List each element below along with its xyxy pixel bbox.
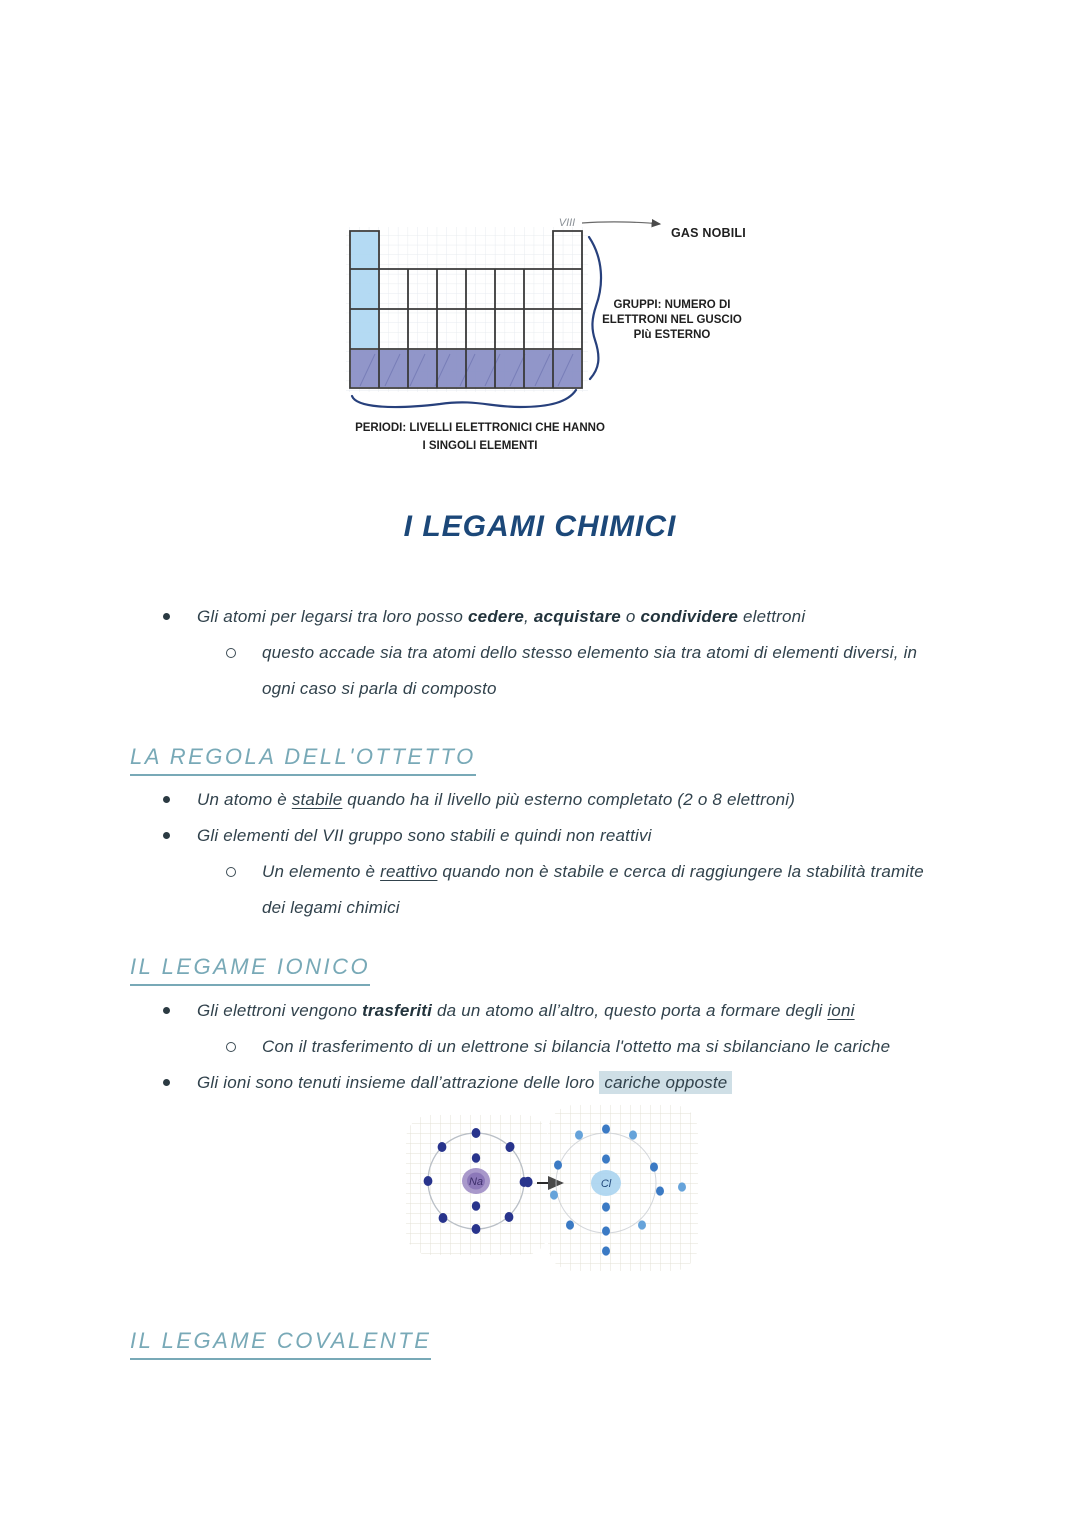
page-title: I LEGAMI CHIMICI — [403, 510, 677, 543]
bullet-icon — [163, 1079, 170, 1086]
bold-term: trasferiti — [362, 1001, 433, 1020]
underlined-term: stabile — [291, 790, 343, 809]
circle-bullet-icon — [226, 867, 236, 877]
group1-column-shading — [351, 232, 378, 348]
list-item — [225, 635, 960, 707]
groups-brace — [589, 237, 601, 379]
list-item — [160, 599, 960, 635]
note-text: quando non è stabile e cerca di raggiungere la stabilità tramite — [437, 862, 924, 881]
na-label: Na — [468, 1176, 484, 1188]
intro-list — [160, 599, 960, 707]
bold-term: cedere — [468, 607, 525, 626]
bullet-icon — [163, 1007, 170, 1014]
circle-bullet-icon — [226, 1042, 236, 1052]
gas-nobili-arrow — [582, 222, 660, 224]
note-text: Un atomo è — [197, 790, 292, 809]
list-item — [160, 782, 960, 818]
section-heading-text: LA REGOLA DELL'OTTETTO — [130, 744, 476, 776]
periodi-caption-line1: PERIODI: LIVELLI ELETTRONICI CHE HANNO — [355, 422, 605, 434]
note-text: ogni caso si parla di composto — [262, 679, 497, 698]
circle-bullet-icon — [226, 648, 236, 658]
periodi-caption-line2: I SINGOLI ELEMENTI — [422, 440, 538, 452]
note-text: Gli atomi per legarsi tra loro posso — [197, 607, 469, 626]
section-heading-covalente — [130, 1328, 431, 1360]
cl-label: Cl — [600, 1178, 612, 1190]
bold-term: acquistare — [533, 607, 621, 626]
ottetto-list — [160, 782, 960, 926]
note-text: da un atomo all’altro, questo porta a formare degli — [432, 1001, 828, 1020]
note-text: Un elemento è — [262, 862, 381, 881]
note-text: elettroni — [738, 607, 806, 626]
ionic-bond-figure — [400, 1103, 700, 1275]
list-item — [160, 993, 960, 1029]
bullet-icon — [163, 796, 170, 803]
note-text: , — [524, 607, 534, 626]
underlined-term: ioni — [827, 1001, 855, 1020]
note-text: Gli ioni sono tenuti insieme dall’attrazione delle loro — [197, 1073, 600, 1092]
note-text: quando ha il livello più esterno completato (2 o 8 elettroni) — [342, 790, 796, 809]
section-heading-text: IL LEGAME COVALENTE — [130, 1328, 431, 1360]
list-item — [225, 1029, 960, 1065]
note-text: dei legami chimici — [262, 898, 400, 917]
highlighted-term: cariche opposte — [599, 1071, 732, 1094]
graph-paper-texture — [548, 1105, 698, 1271]
bold-term: condividere — [640, 607, 739, 626]
list-item — [225, 854, 960, 926]
section-heading-ionico — [130, 954, 370, 986]
note-text: o — [620, 607, 641, 626]
note-text: Gli elettroni vengono — [197, 1001, 363, 1020]
note-text — [262, 854, 960, 890]
section-heading-text: IL LEGAME IONICO — [130, 954, 370, 986]
list-item — [160, 1065, 960, 1101]
bullet-icon — [163, 613, 170, 620]
list-item — [160, 818, 960, 854]
note-text: questo accade sia tra atomi dello stesso elemento sia tra atomi di elementi diversi, in — [262, 643, 918, 662]
gas-nobili-label: GAS NOBILI — [671, 226, 746, 240]
note-text: Con il trasferimento di un elettrone si bilancia l'ottetto ma si sbilanciano le cariche — [262, 1037, 891, 1056]
section-heading-ottetto — [130, 744, 476, 776]
transferred-electron — [523, 1177, 532, 1187]
periodic-table-figure — [330, 206, 770, 458]
gruppi-caption-line3: PIù ESTERNO — [633, 329, 711, 341]
gruppi-caption-line2: ELETTRONI NEL GUSCIO — [602, 314, 742, 326]
gruppi-caption-line1: GRUPPI: NUMERO DI — [613, 299, 731, 311]
note-text: Gli elementi del VII gruppo sono stabili e quindi non reattivi — [197, 826, 652, 845]
underlined-term: reattivo — [380, 862, 438, 881]
ionico-list — [160, 993, 960, 1101]
viii-label: VIII — [558, 217, 576, 229]
periods-brace — [352, 390, 576, 407]
bullet-icon — [163, 832, 170, 839]
